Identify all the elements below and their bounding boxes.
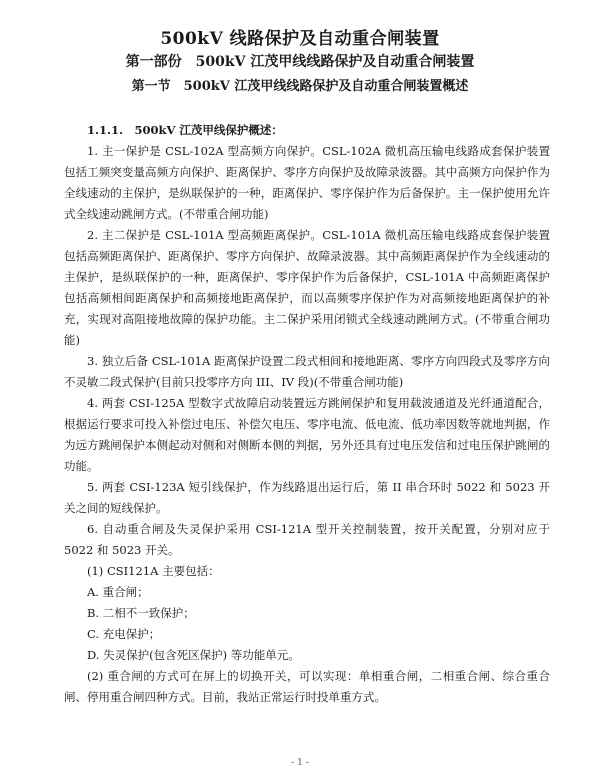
paragraph-6: 6. 自动重合闸及失灵保护采用 CSI-121A 型开关控制装置，按开关配置，分别对应于 5022 和 5023 开关。 xyxy=(64,522,550,557)
section-heading: 第一节 500kV 江茂甲线线路保护及自动重合闸装置概述 xyxy=(131,79,469,94)
paragraph-2: 2. 主二保护是 CSL-101A 型高频距离保护。CSL-101A 微机高压输电线路成套保护装置包括高频距离保护、距离保护、零序方向保护、故障录波器。其中高频距离保护作为全线速动的主保护，是纵联保护的一种，距离保护、零序保护作为后备保护，CSL-101A 中高频距离保护包括高频相间距离保护和高频接地距离保护，而以高频零序保护作为对高频接地距离保护的补充，实现对高阻接地故障的保护功能。主二保护采用闭锁式全线速动跳闸方式。(不带重合闸功能) xyxy=(64,228,550,347)
paragraph-5: 5. 两套 CSI-123A 短引线保护，作为线路退出运行后，第 II 串合环时 5022 和 5023 开关之间的短线保护。 xyxy=(64,480,550,515)
list-item-d: D. 失灵保护(包含死区保护) 等功能单元。 xyxy=(87,648,300,662)
document-body xyxy=(64,120,550,708)
list-item-a: A. 重合闸； xyxy=(87,585,149,599)
paragraph-1: 1. 主一保护是 CSL-102A 型高频方向保护。CSL-102A 微机高压输电线路成套保护装置包括工频突变量高频方向保护、距离保护、零序方向保护及故障录波器。其中高频方向保护作为全线速动的主保护，是纵联保护的一种，距离保护、零序保护作为后备保护。主一保护使用允许式全线速动跳闸方式。(不带重合闸功能) xyxy=(64,144,550,221)
page-number: - 1 - xyxy=(291,758,309,768)
list-intro: (1) CSI121A 主要包括： xyxy=(87,564,220,578)
paragraph-3: 3. 独立后备 CSL-101A 距离保护设置二段式相间和接地距离、零序方向四段式及零序方向不灵敏二段式保护(目前只投零序方向 III、IV 段)(不带重合闸功能) xyxy=(64,354,550,389)
part-heading: 第一部份 500kV 江茂甲线线路保护及自动重合闸装置 xyxy=(125,54,475,70)
document-title: 500kV 线路保护及自动重合闸装置 xyxy=(160,29,440,49)
closing-paragraph: (2) 重合闸的方式可在屏上的切换开关，可以实现：单相重合闸，二相重合闸、综合重合闸、停用重合闸四种方式。目前，我站正常运行时投单重方式。 xyxy=(64,669,550,704)
list-item-b: B. 二相不一致保护； xyxy=(87,606,195,620)
list-item-c: C. 充电保护； xyxy=(87,627,161,641)
subsection-heading: 1.1.1. 500kV 江茂甲线保护概述： xyxy=(87,123,283,137)
paragraph-4: 4. 两套 CSI-125A 型数字式故障启动装置远方跳闸保护和复用载波通道及光纤通道配合，根据运行要求可投入补偿过电压、补偿欠电压、零序电流、低电流、低功率因数等就地判据，作为远方跳闸保护本侧起动对侧和对侧断本侧的判据，另外还具有过电压发信和过电压保护跳闸的功能。 xyxy=(64,396,550,473)
